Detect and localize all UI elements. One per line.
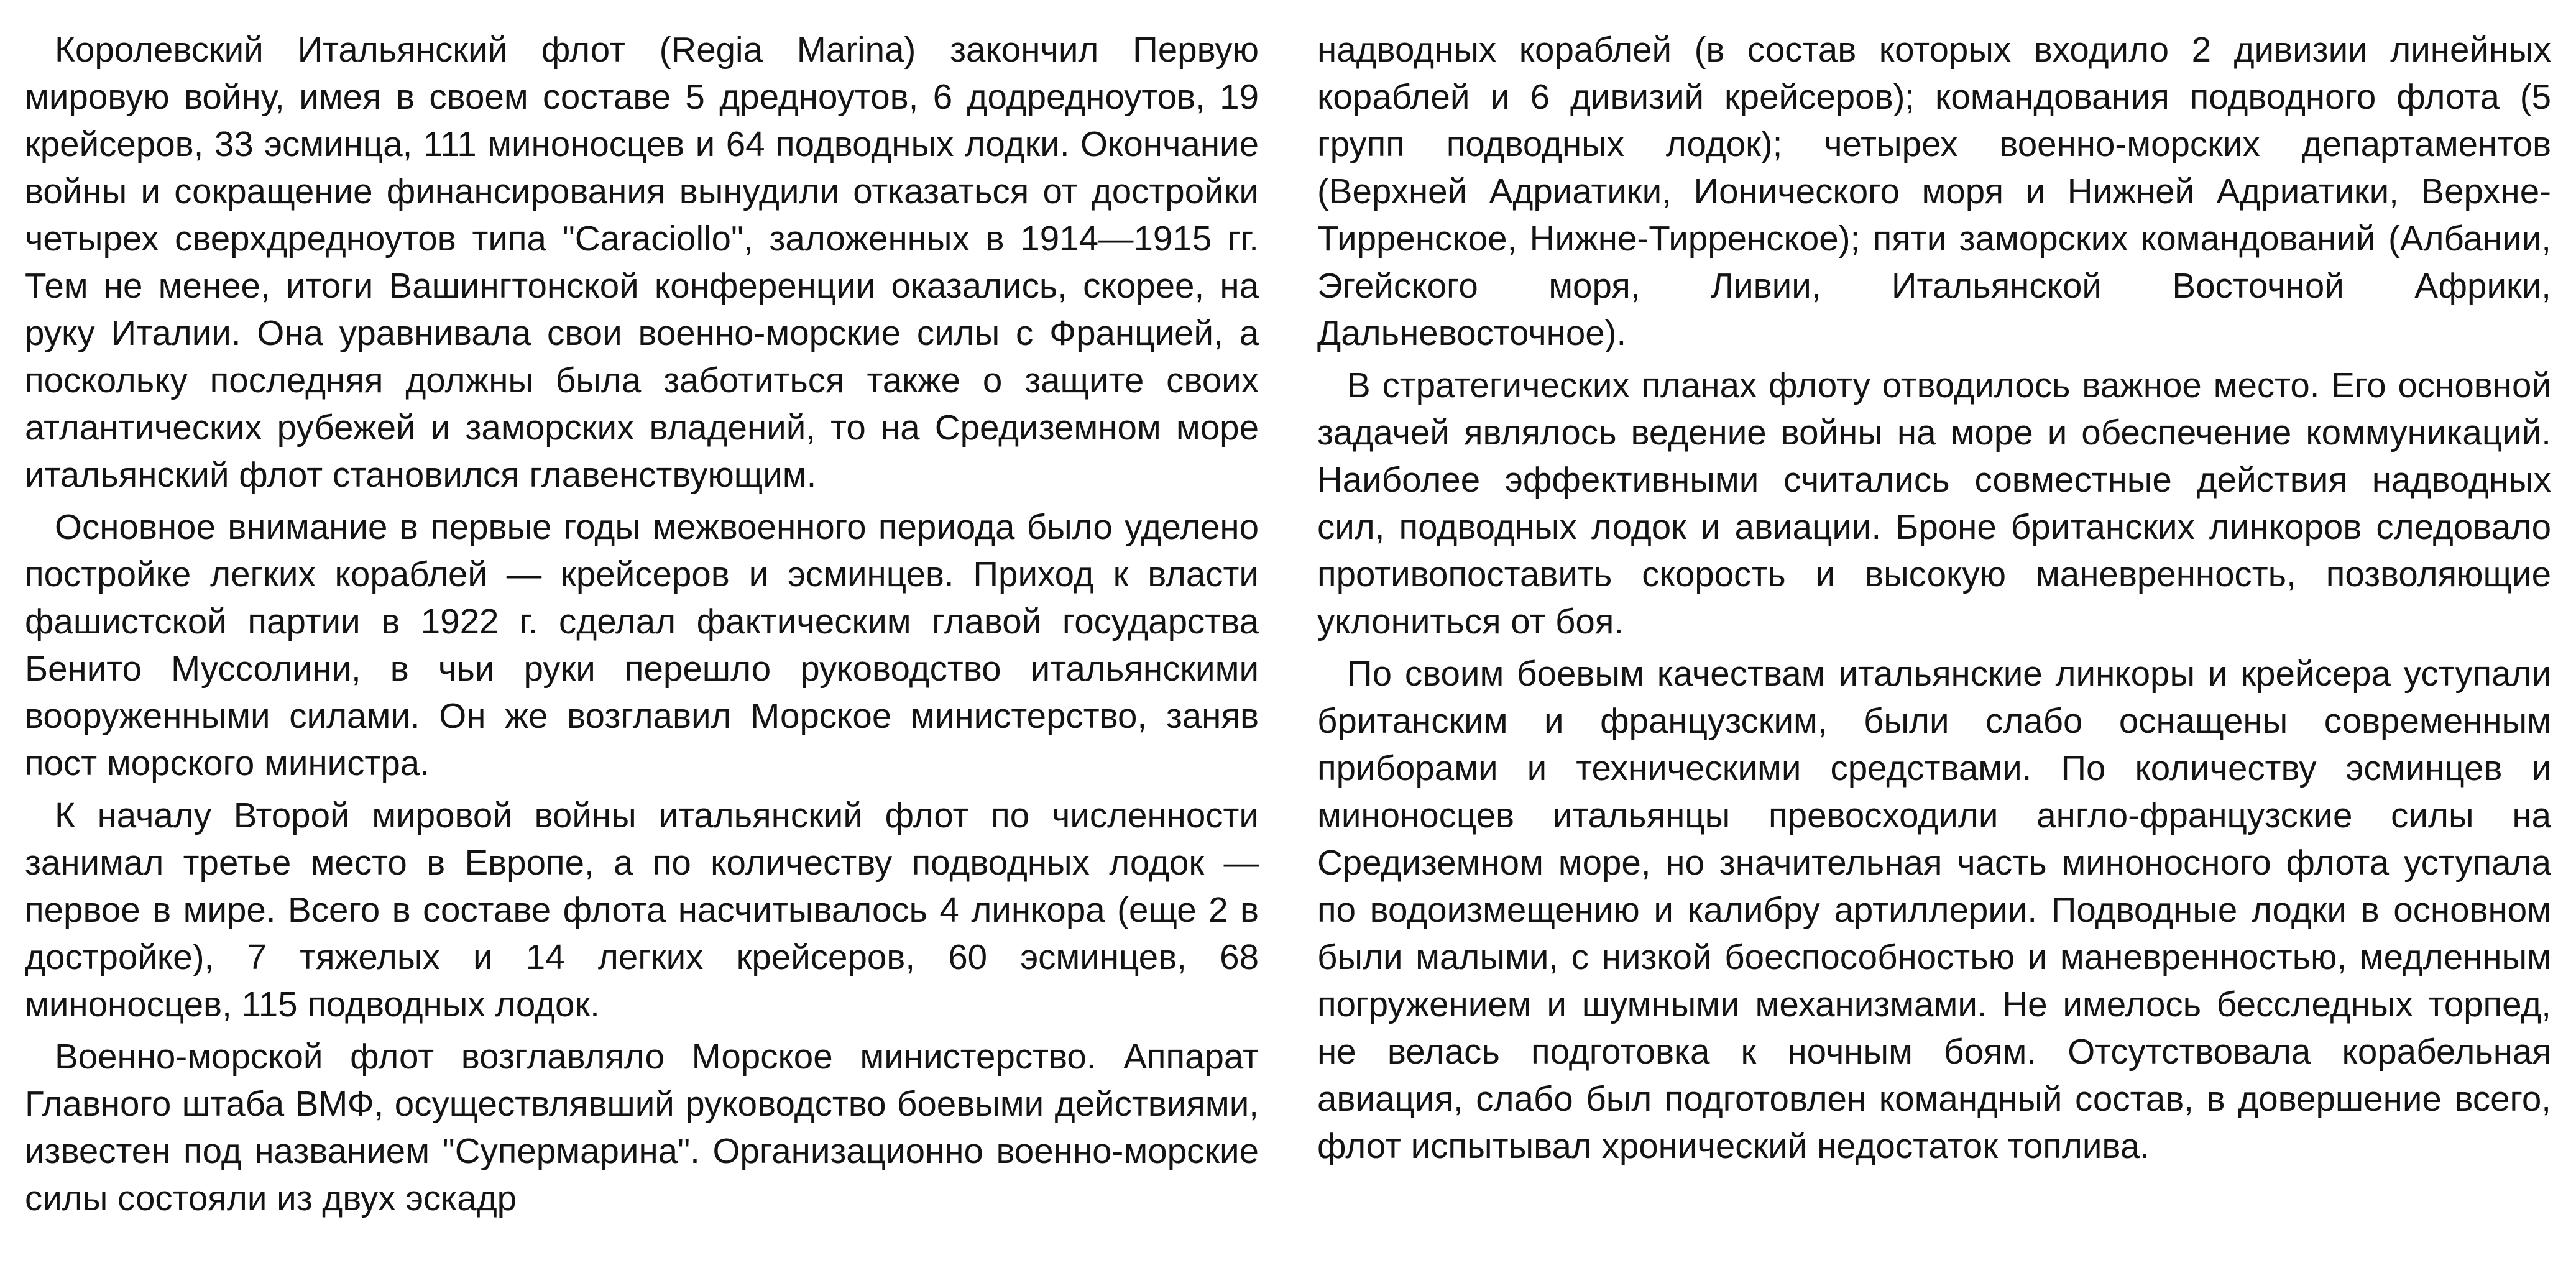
paragraph: К началу Второй мировой войны итальянский флот по численности занимал третье место в Европе, а по количеству подводных лодок — первое в мире. Всего в составе флота насчитывалось 4 линкора (еще 2 в достройке), 7 тяжелых и 14 легких крейсеров, 60 эсминцев, 68 миноносцев, 115 подводных лодок. <box>25 796 1259 1024</box>
paragraph: По своим боевым качествам итальянские линкоры и крейсера уступали британским и французским, были слабо оснащены современным приборами и техническими средствами. По количеству эсминцев и миноносцев итальянцы превосходили англо-французские силы на Средиземном море, но значительная часть миноносного флота уступала по водоизмещению и калибру артиллерии. Подводные лодки в основном были малыми, с низкой боеспособностью и маневренностью, медленным погружением и шумными механизмами. Не имелось бесследных торпед, не велась подготовка к ночным боям. Отсутствовала корабельная авиация, слабо был подготовлен командный состав, в довершение всего, флот испытывал хронический недостаток топлива. <box>1317 654 2551 1165</box>
left-column <box>25 26 1259 1244</box>
paragraph: Королевский Итальянский флот (Regia Marina) закончил Первую мировую войну, имея в своем составе 5 дредноутов, 6 додредноутов, 19 крейсеров, 33 эсминца, 111 миноносцев и 64 подводных лодки. Окончание войны и сокращение финансирования вынудили отказаться от достройки четырех сверхдредноутов типа "Caraciollo", заложенных в 1914—1915 гг. Тем не менее, итоги Вашингтонской конференции оказались, скорее, на руку Италии. Она уравнивала свои военно-морские силы с Францией, а поскольку последняя должны была заботиться также о защите своих атлантических рубежей и заморских владений, то на Средиземном море итальянский флот становился главенствующим. <box>25 30 1259 494</box>
document-page <box>25 26 2551 1244</box>
paragraph-continued: надводных кораблей (в состав которых входило 2 дивизии линейных кораблей и 6 дивизий крейсеров); командования подводного флота (5 групп подводных лодок); четырех военно-морских департаментов (Верхней Адриатики, Ионического моря и Нижней Адриатики, Верхне-Тирренское, Нижне-Тирренское); пяти заморских командований (Албании, Эгейского моря, Ливии, Итальянской Восточной Африки, Дальневосточное). <box>1317 30 2551 352</box>
paragraph: В стратегических планах флоту отводилось важное место. Его основной задачей являлось ведение войны на море и обеспечение коммуникаций. Наиболее эффективными считались совместные действия надводных сил, подводных лодок и авиации. Броне британских линкоров следовало противопоставить скорость и высокую маневренность, позволяющие уклониться от боя. <box>1317 365 2551 641</box>
paragraph: Основное внимание в первые годы межвоенного периода было уделено постройке легких кораблей — крейсеров и эсминцев. Приход к власти фашистской партии в 1922 г. сделал фактическим главой государства Бенито Муссолини, в чьи руки перешло руководство итальянскими вооруженными силами. Он же возглавил Морское министерство, заняв пост морского министра. <box>25 507 1259 783</box>
right-column <box>1317 26 2551 1244</box>
paragraph: Военно-морской флот возглавляло Морское министерство. Аппарат Главного штаба ВМФ, осуществлявший руководство боевыми действиями, известен под названием "Супермарина". Организационно военно-морские силы состояли из двух эскадр <box>25 1037 1259 1218</box>
